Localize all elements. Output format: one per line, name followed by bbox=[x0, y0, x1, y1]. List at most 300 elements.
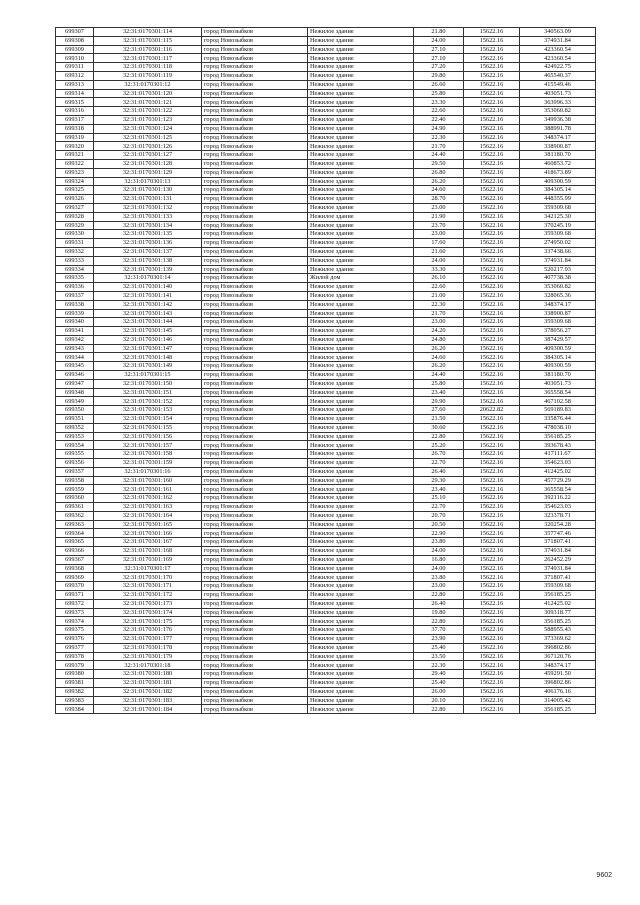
area-cell: 25.20 bbox=[414, 441, 464, 450]
address-cell: город Новозыбков bbox=[202, 54, 308, 63]
specific-value-cell: 15622.16 bbox=[464, 476, 520, 485]
cadastral-number-cell: 32:31:0170301:114 bbox=[94, 28, 202, 37]
table-row bbox=[56, 564, 596, 573]
address-cell: город Новозыбков bbox=[202, 371, 308, 380]
row-number-cell: 699376 bbox=[56, 634, 94, 643]
table-row bbox=[56, 239, 596, 248]
cadastral-value-cell: 262452.29 bbox=[520, 555, 596, 564]
area-cell: 23.70 bbox=[414, 221, 464, 230]
specific-value-cell: 15622.16 bbox=[464, 353, 520, 362]
area-cell: 23.40 bbox=[414, 485, 464, 494]
row-number-cell: 699365 bbox=[56, 538, 94, 547]
table-row bbox=[56, 89, 596, 98]
table-row bbox=[56, 45, 596, 54]
object-type-cell: Нежилое здание bbox=[308, 63, 414, 72]
object-type-cell: Нежилое здание bbox=[308, 494, 414, 503]
address-cell: город Новозыбков bbox=[202, 511, 308, 520]
row-number-cell: 699341 bbox=[56, 327, 94, 336]
specific-value-cell: 15622.16 bbox=[464, 670, 520, 679]
cadastral-value-cell: 460853.72 bbox=[520, 159, 596, 168]
area-cell: 22.60 bbox=[414, 283, 464, 292]
row-number-cell: 699369 bbox=[56, 573, 94, 582]
specific-value-cell: 15622.16 bbox=[464, 634, 520, 643]
cadastral-value-cell: 342125.30 bbox=[520, 212, 596, 221]
specific-value-cell: 15622.16 bbox=[464, 678, 520, 687]
table-row bbox=[56, 230, 596, 239]
row-number-cell: 699377 bbox=[56, 643, 94, 652]
table-row bbox=[56, 450, 596, 459]
cadastral-number-cell: 32:31:0170301:152 bbox=[94, 397, 202, 406]
specific-value-cell: 15622.16 bbox=[464, 212, 520, 221]
row-number-cell: 699358 bbox=[56, 476, 94, 485]
area-cell: 24.60 bbox=[414, 353, 464, 362]
address-cell: город Новозыбков bbox=[202, 159, 308, 168]
area-cell: 24.00 bbox=[414, 36, 464, 45]
row-number-cell: 699343 bbox=[56, 344, 94, 353]
table-row bbox=[56, 265, 596, 274]
table-body bbox=[56, 28, 596, 714]
page-number: 9602 bbox=[596, 872, 612, 879]
specific-value-cell: 15622.16 bbox=[464, 318, 520, 327]
object-type-cell: Нежилое здание bbox=[308, 36, 414, 45]
table-row bbox=[56, 476, 596, 485]
cadastral-number-cell: 32:31:0170301:118 bbox=[94, 63, 202, 72]
address-cell: город Новозыбков bbox=[202, 186, 308, 195]
cadastral-number-cell: 32:31:0170301:161 bbox=[94, 485, 202, 494]
specific-value-cell: 15622.16 bbox=[464, 300, 520, 309]
row-number-cell: 699374 bbox=[56, 617, 94, 626]
object-type-cell: Нежилое здание bbox=[308, 107, 414, 116]
row-number-cell: 699315 bbox=[56, 98, 94, 107]
cadastral-number-cell: 32:31:0170301:130 bbox=[94, 186, 202, 195]
cadastral-number-cell: 32:31:0170301:18 bbox=[94, 661, 202, 670]
specific-value-cell: 15622.16 bbox=[464, 142, 520, 151]
specific-value-cell: 20622.82 bbox=[464, 406, 520, 415]
cadastral-number-cell: 32:31:0170301:163 bbox=[94, 503, 202, 512]
object-type-cell: Нежилое здание bbox=[308, 256, 414, 265]
specific-value-cell: 15622.16 bbox=[464, 195, 520, 204]
table-row bbox=[56, 212, 596, 221]
table-row bbox=[56, 555, 596, 564]
row-number-cell: 699366 bbox=[56, 547, 94, 556]
cadastral-value-cell: 424922.75 bbox=[520, 63, 596, 72]
cadastral-number-cell: 32:31:0170301:146 bbox=[94, 335, 202, 344]
specific-value-cell: 15622.16 bbox=[464, 617, 520, 626]
row-number-cell: 699316 bbox=[56, 107, 94, 116]
object-type-cell: Нежилое здание bbox=[308, 115, 414, 124]
object-type-cell: Нежилое здание bbox=[308, 142, 414, 151]
specific-value-cell: 15622.16 bbox=[464, 309, 520, 318]
row-number-cell: 699354 bbox=[56, 441, 94, 450]
cadastral-value-cell: 406176.16 bbox=[520, 687, 596, 696]
object-type-cell: Нежилое здание bbox=[308, 388, 414, 397]
area-cell: 24.20 bbox=[414, 327, 464, 336]
specific-value-cell: 15622.16 bbox=[464, 36, 520, 45]
address-cell: город Новозыбков bbox=[202, 608, 308, 617]
row-number-cell: 699372 bbox=[56, 599, 94, 608]
object-type-cell: Нежилое здание bbox=[308, 124, 414, 133]
address-cell: город Новозыбков bbox=[202, 265, 308, 274]
area-cell: 27.60 bbox=[414, 406, 464, 415]
area-cell: 29.90 bbox=[414, 397, 464, 406]
cadastral-number-cell: 32:31:0170301:149 bbox=[94, 362, 202, 371]
address-cell: город Новозыбков bbox=[202, 291, 308, 300]
object-type-cell: Нежилое здание bbox=[308, 529, 414, 538]
cadastral-number-cell: 32:31:0170301:129 bbox=[94, 168, 202, 177]
specific-value-cell: 15622.16 bbox=[464, 45, 520, 54]
object-type-cell: Нежилое здание bbox=[308, 423, 414, 432]
specific-value-cell: 15622.16 bbox=[464, 230, 520, 239]
object-type-cell: Нежилое здание bbox=[308, 511, 414, 520]
address-cell: город Новозыбков bbox=[202, 520, 308, 529]
table-row bbox=[56, 599, 596, 608]
cadastral-value-cell: 423360.54 bbox=[520, 45, 596, 54]
address-cell: город Новозыбков bbox=[202, 45, 308, 54]
cadastral-number-cell: 32:31:0170301:157 bbox=[94, 441, 202, 450]
cadastral-value-cell: 353060.82 bbox=[520, 107, 596, 116]
row-number-cell: 699330 bbox=[56, 230, 94, 239]
address-cell: город Новозыбков bbox=[202, 547, 308, 556]
area-cell: 24.40 bbox=[414, 151, 464, 160]
area-cell: 25.40 bbox=[414, 678, 464, 687]
table-row bbox=[56, 547, 596, 556]
table-row bbox=[56, 353, 596, 362]
cadastral-number-cell: 32:31:0170301:115 bbox=[94, 36, 202, 45]
specific-value-cell: 15622.16 bbox=[464, 423, 520, 432]
area-cell: 23.00 bbox=[414, 582, 464, 591]
address-cell: город Новозыбков bbox=[202, 107, 308, 116]
object-type-cell: Нежилое здание bbox=[308, 397, 414, 406]
address-cell: город Новозыбков bbox=[202, 388, 308, 397]
table-row bbox=[56, 186, 596, 195]
cadastral-value-cell: 354623.03 bbox=[520, 503, 596, 512]
specific-value-cell: 15622.16 bbox=[464, 608, 520, 617]
table-row bbox=[56, 485, 596, 494]
cadastral-value-cell: 374931.84 bbox=[520, 547, 596, 556]
row-number-cell: 699313 bbox=[56, 80, 94, 89]
address-cell: город Новозыбков bbox=[202, 406, 308, 415]
address-cell: город Новозыбков bbox=[202, 423, 308, 432]
object-type-cell: Нежилое здание bbox=[308, 503, 414, 512]
cadastral-value-cell: 409300.59 bbox=[520, 177, 596, 186]
specific-value-cell: 15622.16 bbox=[464, 538, 520, 547]
table-row bbox=[56, 608, 596, 617]
specific-value-cell: 15622.16 bbox=[464, 256, 520, 265]
object-type-cell: Нежилое здание bbox=[308, 573, 414, 582]
address-cell: город Новозыбков bbox=[202, 467, 308, 476]
row-number-cell: 699320 bbox=[56, 142, 94, 151]
row-number-cell: 699373 bbox=[56, 608, 94, 617]
address-cell: город Новозыбков bbox=[202, 494, 308, 503]
area-cell: 21.60 bbox=[414, 247, 464, 256]
cadastral-value-cell: 417111.67 bbox=[520, 450, 596, 459]
cadastral-value-cell: 478038.10 bbox=[520, 423, 596, 432]
row-number-cell: 699331 bbox=[56, 239, 94, 248]
cadastral-number-cell: 32:31:0170301:173 bbox=[94, 599, 202, 608]
row-number-cell: 699311 bbox=[56, 63, 94, 72]
address-cell: город Новозыбков bbox=[202, 670, 308, 679]
table-row bbox=[56, 379, 596, 388]
table-row bbox=[56, 687, 596, 696]
object-type-cell: Нежилое здание bbox=[308, 485, 414, 494]
cadastral-number-cell: 32:31:0170301:144 bbox=[94, 318, 202, 327]
address-cell: город Новозыбков bbox=[202, 300, 308, 309]
specific-value-cell: 15622.16 bbox=[464, 371, 520, 380]
address-cell: город Новозыбков bbox=[202, 335, 308, 344]
area-cell: 26.10 bbox=[414, 274, 464, 283]
address-cell: город Новозыбков bbox=[202, 678, 308, 687]
table-row bbox=[56, 678, 596, 687]
object-type-cell: Нежилое здание bbox=[308, 344, 414, 353]
address-cell: город Новозыбков bbox=[202, 617, 308, 626]
address-cell: город Новозыбков bbox=[202, 212, 308, 221]
address-cell: город Новозыбков bbox=[202, 195, 308, 204]
cadastral-value-cell: 370245.19 bbox=[520, 221, 596, 230]
cadastral-number-cell: 32:31:0170301:123 bbox=[94, 115, 202, 124]
cadastral-number-cell: 32:31:0170301:153 bbox=[94, 406, 202, 415]
address-cell: город Новозыбков bbox=[202, 582, 308, 591]
area-cell: 21.70 bbox=[414, 142, 464, 151]
table-row bbox=[56, 423, 596, 432]
address-cell: город Новозыбков bbox=[202, 564, 308, 573]
cadastral-value-cell: 409300.59 bbox=[520, 362, 596, 371]
row-number-cell: 699383 bbox=[56, 696, 94, 705]
address-cell: город Новозыбков bbox=[202, 274, 308, 283]
table-row bbox=[56, 291, 596, 300]
row-number-cell: 699363 bbox=[56, 520, 94, 529]
address-cell: город Новозыбков bbox=[202, 142, 308, 151]
table-row bbox=[56, 71, 596, 80]
object-type-cell: Нежилое здание bbox=[308, 195, 414, 204]
cadastral-number-cell: 32:31:0170301:136 bbox=[94, 239, 202, 248]
table-row bbox=[56, 617, 596, 626]
area-cell: 24.00 bbox=[414, 547, 464, 556]
address-cell: город Новозыбков bbox=[202, 485, 308, 494]
object-type-cell: Нежилое здание bbox=[308, 230, 414, 239]
table-row bbox=[56, 283, 596, 292]
row-number-cell: 699310 bbox=[56, 54, 94, 63]
object-type-cell: Нежилое здание bbox=[308, 634, 414, 643]
object-type-cell: Нежилое здание bbox=[308, 28, 414, 37]
cadastral-number-cell: 32:31:0170301:16 bbox=[94, 467, 202, 476]
cadastral-number-cell: 32:31:0170301:176 bbox=[94, 626, 202, 635]
table-row bbox=[56, 124, 596, 133]
address-cell: город Новозыбков bbox=[202, 344, 308, 353]
row-number-cell: 699346 bbox=[56, 371, 94, 380]
row-number-cell: 699323 bbox=[56, 168, 94, 177]
address-cell: город Новозыбков bbox=[202, 643, 308, 652]
area-cell: 33.30 bbox=[414, 265, 464, 274]
area-cell: 22.30 bbox=[414, 300, 464, 309]
cadastral-number-cell: 32:31:0170301:119 bbox=[94, 71, 202, 80]
specific-value-cell: 15622.16 bbox=[464, 28, 520, 37]
specific-value-cell: 15622.16 bbox=[464, 151, 520, 160]
area-cell: 20.70 bbox=[414, 511, 464, 520]
row-number-cell: 699379 bbox=[56, 661, 94, 670]
cadastral-value-cell: 354623.03 bbox=[520, 459, 596, 468]
table-row bbox=[56, 459, 596, 468]
address-cell: город Новозыбков bbox=[202, 634, 308, 643]
row-number-cell: 699328 bbox=[56, 212, 94, 221]
cadastral-number-cell: 32:31:0170301:145 bbox=[94, 327, 202, 336]
row-number-cell: 699309 bbox=[56, 45, 94, 54]
specific-value-cell: 15622.16 bbox=[464, 344, 520, 353]
row-number-cell: 699349 bbox=[56, 397, 94, 406]
cadastral-value-cell: 459291.50 bbox=[520, 670, 596, 679]
area-cell: 23.80 bbox=[414, 573, 464, 582]
specific-value-cell: 15622.16 bbox=[464, 327, 520, 336]
row-number-cell: 699337 bbox=[56, 291, 94, 300]
specific-value-cell: 15622.16 bbox=[464, 573, 520, 582]
cadastral-value-cell: 415549.46 bbox=[520, 80, 596, 89]
object-type-cell: Нежилое здание bbox=[308, 98, 414, 107]
address-cell: город Новозыбков bbox=[202, 151, 308, 160]
cadastral-number-cell: 32:31:0170301:140 bbox=[94, 283, 202, 292]
cadastral-value-cell: 371807.41 bbox=[520, 573, 596, 582]
cadastral-value-cell: 403051.73 bbox=[520, 89, 596, 98]
specific-value-cell: 15622.16 bbox=[464, 643, 520, 652]
table-row bbox=[56, 142, 596, 151]
table-row bbox=[56, 309, 596, 318]
row-number-cell: 699368 bbox=[56, 564, 94, 573]
table-row bbox=[56, 652, 596, 661]
cadastral-value-cell: 365558.54 bbox=[520, 485, 596, 494]
area-cell: 20.50 bbox=[414, 520, 464, 529]
area-cell: 22.60 bbox=[414, 107, 464, 116]
area-cell: 22.70 bbox=[414, 503, 464, 512]
cadastral-value-cell: 467102.58 bbox=[520, 397, 596, 406]
specific-value-cell: 15622.16 bbox=[464, 80, 520, 89]
cadastral-number-cell: 32:31:0170301:159 bbox=[94, 459, 202, 468]
row-number-cell: 699333 bbox=[56, 256, 94, 265]
area-cell: 16.80 bbox=[414, 555, 464, 564]
area-cell: 27.20 bbox=[414, 63, 464, 72]
object-type-cell: Нежилое здание bbox=[308, 670, 414, 679]
area-cell: 29.40 bbox=[414, 670, 464, 679]
object-type-cell: Нежилое здание bbox=[308, 652, 414, 661]
cadastral-number-cell: 32:31:0170301:154 bbox=[94, 415, 202, 424]
area-cell: 24.60 bbox=[414, 186, 464, 195]
cadastral-value-cell: 407738.38 bbox=[520, 274, 596, 283]
cadastral-number-cell: 32:31:0170301:178 bbox=[94, 643, 202, 652]
area-cell: 22.30 bbox=[414, 661, 464, 670]
address-cell: город Новозыбков bbox=[202, 459, 308, 468]
row-number-cell: 699336 bbox=[56, 283, 94, 292]
address-cell: город Новозыбков bbox=[202, 71, 308, 80]
area-cell: 23.90 bbox=[414, 634, 464, 643]
row-number-cell: 699359 bbox=[56, 485, 94, 494]
cadastral-number-cell: 32:31:0170301:150 bbox=[94, 379, 202, 388]
address-cell: город Новозыбков bbox=[202, 652, 308, 661]
row-number-cell: 699352 bbox=[56, 423, 94, 432]
row-number-cell: 699371 bbox=[56, 591, 94, 600]
area-cell: 25.10 bbox=[414, 494, 464, 503]
specific-value-cell: 15622.16 bbox=[464, 247, 520, 256]
table-row bbox=[56, 54, 596, 63]
row-number-cell: 699317 bbox=[56, 115, 94, 124]
object-type-cell: Нежилое здание bbox=[308, 89, 414, 98]
row-number-cell: 699312 bbox=[56, 71, 94, 80]
cadastral-value-cell: 365558.54 bbox=[520, 388, 596, 397]
area-cell: 23.00 bbox=[414, 318, 464, 327]
address-cell: город Новозыбков bbox=[202, 36, 308, 45]
cadastral-value-cell: 337438.66 bbox=[520, 247, 596, 256]
table-row bbox=[56, 80, 596, 89]
area-cell: 23.50 bbox=[414, 652, 464, 661]
table-row bbox=[56, 705, 596, 714]
cadastral-value-cell: 378056.27 bbox=[520, 327, 596, 336]
object-type-cell: Нежилое здание bbox=[308, 459, 414, 468]
area-cell: 25.80 bbox=[414, 379, 464, 388]
cadastral-value-cell: 374931.84 bbox=[520, 256, 596, 265]
table-row bbox=[56, 467, 596, 476]
area-cell: 19.80 bbox=[414, 608, 464, 617]
specific-value-cell: 15622.16 bbox=[464, 379, 520, 388]
row-number-cell: 699324 bbox=[56, 177, 94, 186]
table-row bbox=[56, 28, 596, 37]
table-row bbox=[56, 520, 596, 529]
specific-value-cell: 15622.16 bbox=[464, 89, 520, 98]
cadastral-number-cell: 32:31:0170301:139 bbox=[94, 265, 202, 274]
cadastral-number-cell: 32:31:0170301:167 bbox=[94, 538, 202, 547]
cadastral-number-cell: 32:31:0170301:165 bbox=[94, 520, 202, 529]
row-number-cell: 699350 bbox=[56, 406, 94, 415]
object-type-cell: Нежилое здание bbox=[308, 441, 414, 450]
specific-value-cell: 15622.16 bbox=[464, 362, 520, 371]
cadastral-value-cell: 465540.37 bbox=[520, 71, 596, 80]
object-type-cell: Нежилое здание bbox=[308, 362, 414, 371]
area-cell: 23.30 bbox=[414, 98, 464, 107]
object-type-cell: Нежилое здание bbox=[308, 678, 414, 687]
object-type-cell: Нежилое здание bbox=[308, 591, 414, 600]
address-cell: город Новозыбков bbox=[202, 705, 308, 714]
area-cell: 25.80 bbox=[414, 89, 464, 98]
row-number-cell: 699307 bbox=[56, 28, 94, 37]
specific-value-cell: 15622.16 bbox=[464, 124, 520, 133]
specific-value-cell: 15622.16 bbox=[464, 591, 520, 600]
table-row bbox=[56, 634, 596, 643]
specific-value-cell: 15622.16 bbox=[464, 582, 520, 591]
row-number-cell: 699361 bbox=[56, 503, 94, 512]
row-number-cell: 699375 bbox=[56, 626, 94, 635]
object-type-cell: Нежилое здание bbox=[308, 467, 414, 476]
table-row bbox=[56, 432, 596, 441]
object-type-cell: Нежилое здание bbox=[308, 133, 414, 142]
row-number-cell: 699314 bbox=[56, 89, 94, 98]
specific-value-cell: 15622.16 bbox=[464, 335, 520, 344]
cadastral-value-cell: 418673.89 bbox=[520, 168, 596, 177]
row-number-cell: 699325 bbox=[56, 186, 94, 195]
table-row bbox=[56, 256, 596, 265]
object-type-cell: Нежилое здание bbox=[308, 221, 414, 230]
table-row bbox=[56, 406, 596, 415]
cadastral-number-cell: 32:31:0170301:169 bbox=[94, 555, 202, 564]
area-cell: 21.70 bbox=[414, 309, 464, 318]
cadastral-number-cell: 32:31:0170301:156 bbox=[94, 432, 202, 441]
cadastral-value-cell: 403051.73 bbox=[520, 379, 596, 388]
area-cell: 22.80 bbox=[414, 617, 464, 626]
cadastral-value-cell: 387429.57 bbox=[520, 335, 596, 344]
table-row bbox=[56, 221, 596, 230]
specific-value-cell: 15622.16 bbox=[464, 203, 520, 212]
object-type-cell: Нежилое здание bbox=[308, 696, 414, 705]
address-cell: город Новозыбков bbox=[202, 353, 308, 362]
area-cell: 23.00 bbox=[414, 230, 464, 239]
specific-value-cell: 15622.16 bbox=[464, 511, 520, 520]
cadastral-number-cell: 32:31:0170301:135 bbox=[94, 230, 202, 239]
row-number-cell: 699345 bbox=[56, 362, 94, 371]
cadastral-number-cell: 32:31:0170301:181 bbox=[94, 678, 202, 687]
